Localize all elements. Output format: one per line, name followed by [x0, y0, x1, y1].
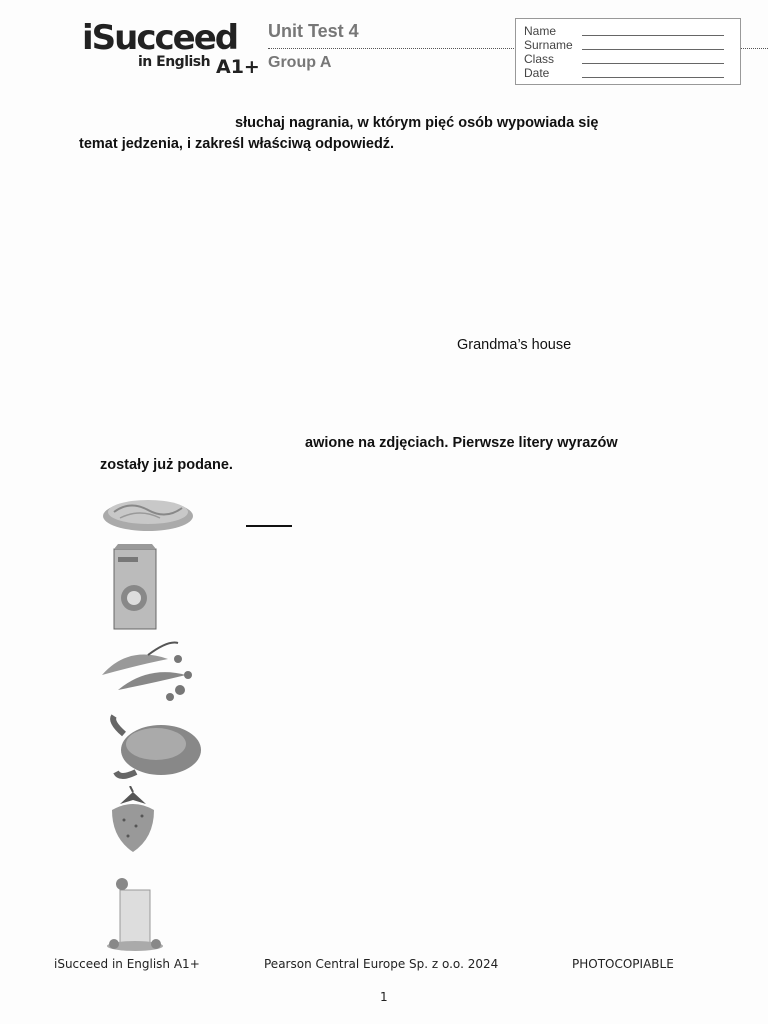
answer-blank-1[interactable]	[246, 525, 292, 527]
date-field[interactable]	[582, 77, 724, 78]
info-label-surname: Surname	[524, 38, 573, 52]
footer-publisher: Pearson Central Europe Sp. z o.o. 2024	[264, 957, 499, 971]
class-field[interactable]	[582, 63, 724, 64]
info-row-date	[524, 66, 724, 80]
name-field[interactable]	[582, 35, 724, 36]
page-number: 1	[380, 990, 388, 1004]
footer-title: iSucceed in English A1+	[54, 957, 200, 971]
footer-photocopiable: PHOTOCOPIABLE	[572, 957, 674, 971]
student-info-box	[515, 18, 741, 85]
test-title: Unit Test 4	[268, 21, 359, 41]
logo-brand: iSucceed	[82, 18, 238, 58]
pea-pods-icon	[98, 635, 196, 705]
logo-subtitle: in English	[138, 54, 211, 70]
task1-instruction-line2: temat jedzenia, i zakreśl właściwą odpowiedź.	[79, 136, 395, 152]
info-row-surname	[524, 38, 724, 52]
info-label-class: Class	[524, 52, 555, 66]
test-group: Group A	[268, 54, 332, 71]
salmon-steak-icon	[100, 490, 195, 535]
logo-level: A1+	[216, 56, 260, 78]
isucceed-logo	[82, 16, 262, 86]
info-label-name: Name	[524, 24, 557, 38]
orange-juice-carton-icon	[108, 543, 163, 631]
roast-chicken-icon	[106, 714, 204, 784]
surname-field[interactable]	[582, 49, 724, 50]
smoothie-glass-icon	[104, 876, 166, 952]
info-label-date: Date	[524, 66, 550, 80]
task2-instruction-line1: awione na zdjęciach. Pierwsze litery wyrazów	[305, 435, 618, 451]
info-row-name	[524, 24, 724, 38]
info-row-class	[524, 52, 724, 66]
task1-option-grandmas-house[interactable]: Grandma’s house	[457, 337, 572, 353]
task1-instruction-line1: słuchaj nagrania, w którym pięć osób wypowiada się	[235, 115, 599, 131]
strawberry-icon	[106, 786, 161, 856]
task2-instruction-line2: zostały już podane.	[100, 457, 233, 473]
